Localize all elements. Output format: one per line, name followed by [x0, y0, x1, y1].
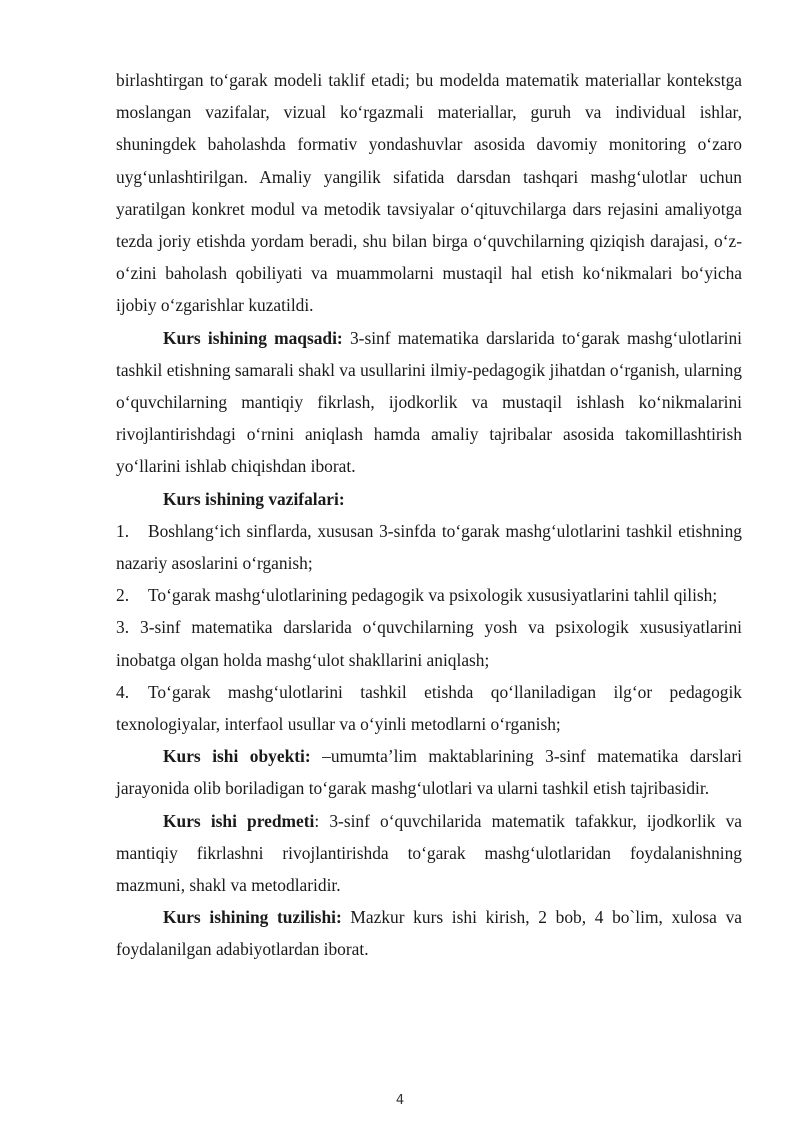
task-text: To‘garak mashg‘ulotlarini tashkil etishda qo‘llaniladigan ilg‘or pedagogik texnologiyalar, interfaol usullar va o‘yinli metodlarni o‘rganish;	[116, 681, 742, 735]
task-number: 1.	[116, 520, 130, 541]
task-item-2	[116, 579, 742, 611]
intro-paragraph: birlashtirgan to‘garak modeli taklif etadi; bu modelda matematik materiallar kontekstga moslangan vazifalar, vizual ko‘rgazmali materiallar, guruh va individual ishlar, shuningdek baholashda formativ yondashuvlar asosida davomiy monitoring o‘zaro uyg‘unlashtirilgan. Amaliy yangilik sifatida darsdan tashqari mashg‘ulotlar uchun yaratilgan konkret modul va metodik tavsiyalar o‘qituvchilarga dars rejasini amaliyotga tezda joriy etishda yordam beradi, shu bilan birga o‘quvchilarning qiziqish darajasi, o‘z-o‘zini baholash qobiliyati va muammolarni mustaqil hal etish ko‘nikmalari bo‘yicha ijobiy o‘zgarishlar kuzatildi.	[116, 70, 742, 316]
task-text: 3-sinf matematika darslarida o‘quvchilarning yosh va psixologik xususiyatlarini inobatga olgan holda mashg‘ulot shakllarini aniqlash;	[116, 617, 742, 670]
task-number: 3.	[116, 617, 130, 638]
goal-paragraph	[116, 322, 742, 483]
tasks-heading	[116, 483, 742, 515]
task-item-3	[116, 611, 742, 675]
structure-label: Kurs ishining tuzilishi:	[163, 907, 342, 928]
object-paragraph	[116, 740, 742, 804]
goal-label: Kurs ishining maqsadi:	[163, 327, 343, 348]
task-number: 2.	[116, 585, 130, 606]
task-text: To‘garak mashg‘ulotlarining pedagogik va psixologik xususiyatlarini tahlil qilish;	[148, 585, 718, 606]
tasks-heading-text: Kurs ishining vazifalari:	[163, 488, 345, 509]
task-text: Boshlang‘ich sinflarda, xususan 3-sinfda to‘garak mashg‘ulotlarini tashkil etishning nazariy asoslarini o‘rganish;	[116, 520, 742, 574]
object-text: –umumta’lim maktablarining 3-sinf matematika darslari jarayonida olib boriladigan to‘garak mashg‘ulotlari va ularni tashkil etish tajribasidir.	[116, 746, 742, 799]
task-number: 4.	[116, 681, 130, 702]
page-number: 4	[395, 1093, 405, 1108]
task-item-4	[116, 676, 742, 740]
structure-paragraph	[116, 901, 742, 965]
object-label: Kurs ishi obyekti:	[163, 746, 311, 767]
subject-paragraph	[116, 805, 742, 902]
structure-text: Mazkur kurs ishi kirish, 2 bob, 4 bo`lim, xulosa va foydalanilgan adabiyotlardan iborat.	[116, 907, 742, 960]
subject-text: : 3-sinf o‘quvchilarida matematik tafakkur, ijodkorlik va mantiqiy fikrlashni rivojlantirishda to‘garak mashg‘ulotlaridan foydalanishning mazmuni, shakl va metodlaridir.	[116, 810, 742, 896]
document-body	[116, 64, 742, 966]
subject-label: Kurs ishi predmeti	[163, 810, 315, 831]
goal-text: 3-sinf matematika darslarida to‘garak mashg‘ulotlarini tashkil etishning samarali shakl va usullarini ilmiy-pedagogik jihatdan o‘rganish, ularning o‘quvchilarning mantiqiy fikrlash, ijodkorlik va mustaqil ishlash ko‘nikmalarini rivojlantirishdagi o‘rnini aniqlash hamda amaliy tajribalar asosida takomillashtirish yo‘llarini ishlab chiqishdan iborat.	[116, 327, 742, 477]
task-item-1	[116, 515, 742, 579]
